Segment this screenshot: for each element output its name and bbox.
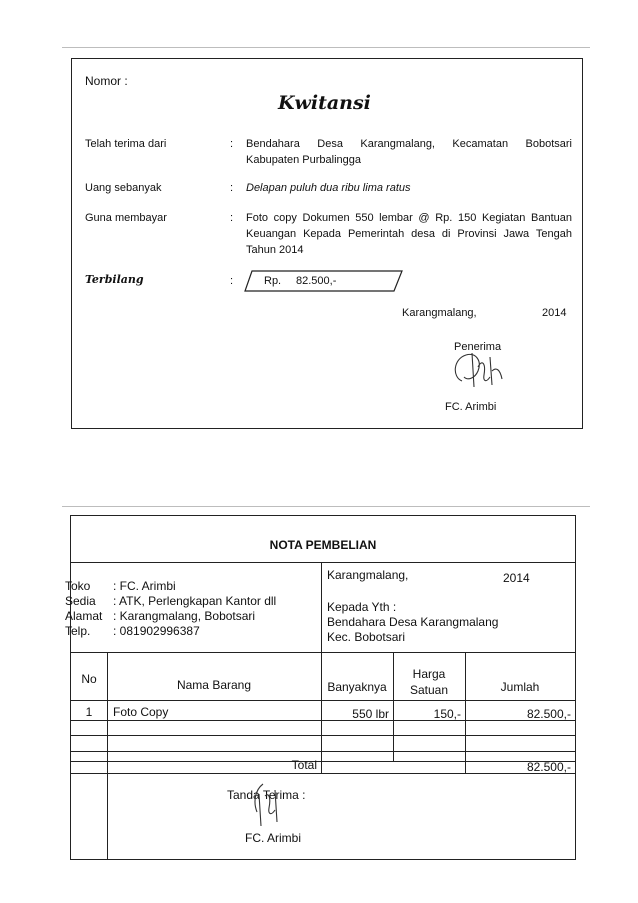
header-jumlah: Jumlah <box>500 680 540 694</box>
signature-kwitansi <box>448 347 508 393</box>
label-guna-membayar: Guna membayar <box>85 212 167 224</box>
total-label: Total <box>291 758 317 772</box>
header-harga-line-2: Satuan <box>409 683 449 697</box>
value-guna-membayar-line-3: Tahun 2014 <box>246 244 304 256</box>
kepada-line-1: Kepada Yth : <box>327 600 397 614</box>
kepada-line-3: Kec. Bobotsari <box>327 630 406 644</box>
value-guna-membayar-line-1: Foto copy Dokumen 550 lembar @ Rp. 150 Kegiatan Bantuan <box>246 212 572 224</box>
kwitansi-signer-name: FC. Arimbi <box>445 401 497 413</box>
nota-line-under-header <box>71 700 575 701</box>
item-no: 1 <box>85 705 93 719</box>
header-no: No <box>81 672 97 686</box>
value-guna-membayar-line-2: Keuangan Kepada Pemerintah desa di Provinsi Jawa Tengah <box>246 228 572 240</box>
terbilang-label: Terbilang <box>85 273 144 286</box>
top-divider-line <box>62 47 590 48</box>
nota-line-empty-row-1 <box>71 735 575 736</box>
info-label-telp: Telp. <box>65 624 91 638</box>
kepada-line-2: Bendahara Desa Karangmalang <box>327 615 499 629</box>
kwitansi-year: 2014 <box>542 307 567 319</box>
amount-currency: Rp. <box>264 275 282 287</box>
item-harga: 150,- <box>433 707 461 721</box>
nota-signer-name: FC. Arimbi <box>245 831 302 845</box>
kwitansi-place: Karangmalang, <box>402 307 477 319</box>
total-value: 82.500,- <box>526 760 571 774</box>
nota-year: 2014 <box>503 571 530 585</box>
signature-nota <box>241 782 283 828</box>
penerima-label: Penerima <box>454 341 502 353</box>
info-label-alamat: Alamat <box>65 609 103 623</box>
kwitansi-box <box>71 58 583 429</box>
label-uang-sebanyak: Uang sebanyak <box>85 182 162 194</box>
item-nama: Foto Copy <box>113 705 169 719</box>
header-harga-line-1: Harga <box>412 667 446 681</box>
header-nama-barang: Nama Barang <box>176 678 252 692</box>
value-telah-terima-line-1: Bendahara Desa Karangmalang, Kecamatan Bobotsari <box>246 138 572 150</box>
nota-title: NOTA PEMBELIAN <box>269 538 377 552</box>
middle-divider-line <box>62 506 590 507</box>
value-telah-terima-line-2: Kabupaten Purbalingga <box>246 154 361 166</box>
header-banyaknya: Banyaknya <box>327 680 387 694</box>
tanda-terima-label: Tanda Terima : <box>227 788 306 802</box>
kwitansi-title: Kwitansi <box>278 92 371 114</box>
nota-line-under-title <box>71 562 575 563</box>
item-banyak: 550 lbr <box>352 707 389 721</box>
info-value-alamat: : Karangmalang, Bobotsari <box>113 609 256 623</box>
label-telah-terima-dari: Telah terima dari <box>85 138 167 150</box>
nota-line-under-info <box>71 652 575 653</box>
nota-vline-info-split <box>321 562 322 652</box>
info-value-sedia: : ATK, Perlengkapan Kantor dll <box>113 594 277 608</box>
amount-value: 82.500,- <box>296 275 337 287</box>
info-label-toko: Toko <box>65 579 91 593</box>
nota-line-empty-row-2 <box>71 751 575 752</box>
value-uang-sebanyak: Delapan puluh dua ribu lima ratus <box>246 182 411 194</box>
colon-guna-membayar: : <box>230 212 234 224</box>
colon-telah-terima: : <box>230 138 234 150</box>
info-value-telp: : 081902996387 <box>113 624 200 638</box>
item-jumlah: 82.500,- <box>526 707 571 721</box>
info-value-toko: : FC. Arimbi <box>113 579 176 593</box>
nota-box <box>65 515 576 860</box>
nomor-label: Nomor : <box>85 74 128 88</box>
colon-terbilang: : <box>230 275 234 287</box>
nota-place: Karangmalang, <box>327 568 409 582</box>
colon-uang-sebanyak: : <box>230 182 234 194</box>
info-label-sedia: Sedia <box>65 594 96 608</box>
